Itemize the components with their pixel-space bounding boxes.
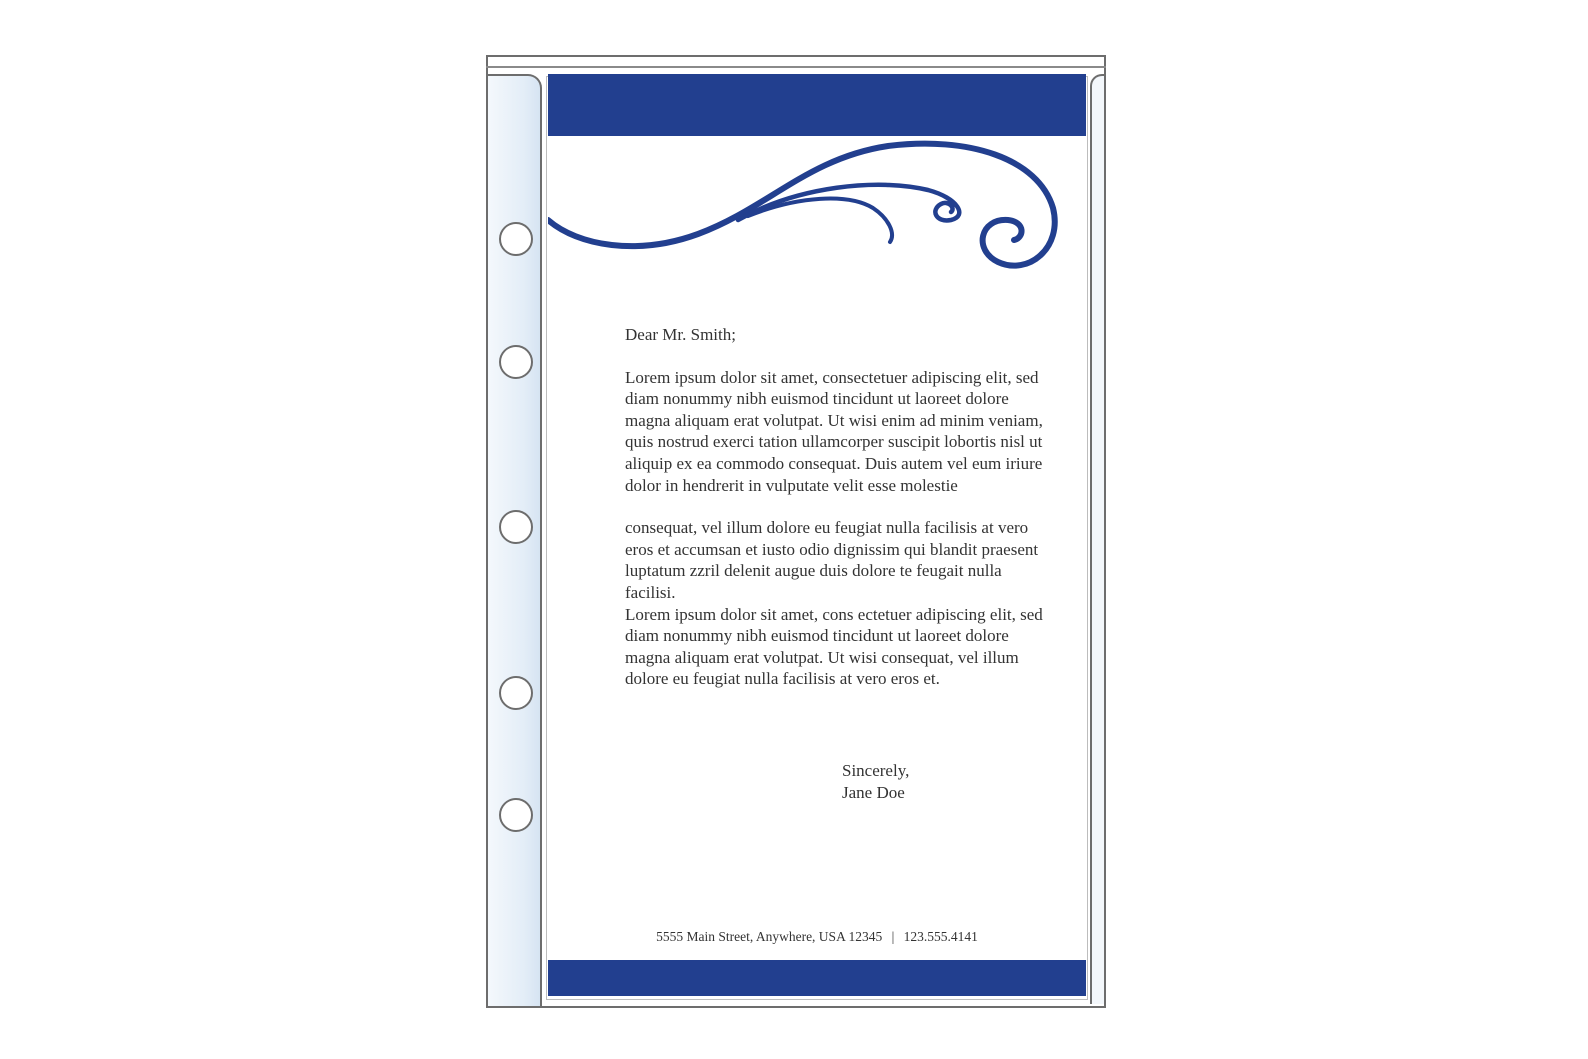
signature-name: Jane Doe: [842, 782, 905, 802]
paragraph-1: Lorem ipsum dolor sit amet, consectetuer adipiscing elit, sed diam nonummy nibh euismod tincidunt ut laoreet dolore magna aliquam erat volutpat. Ut wisi enim ad minim veniam, quis nostrud exerci tation ullamcorper suscipit lobortis nisl ut aliquip ex ea commodo consequat. Duis autem vel eum iriure dolor in hendrerit in vulputate velit esse molestie: [625, 367, 1043, 495]
footer-band: [548, 960, 1086, 996]
sleeve-top-edge: [486, 66, 1106, 68]
footer-separator: |: [891, 929, 895, 944]
binder-hole-3: [499, 510, 533, 544]
swirl-ornament: [548, 138, 1088, 288]
footer-phone: 123.555.4141: [903, 929, 978, 944]
paragraph-3: Lorem ipsum dolor sit amet, cons ectetuer adipiscing elit, sed diam nonummy nibh euismod tincidunt ut laoreet dolore magna aliquam erat volutpat. Ut wisi consequat, vel illum dolore eu feugiat nulla facilisis at vero eros et.: [625, 604, 1043, 689]
binder-hole-4: [499, 676, 533, 710]
sleeve-right-lip: [1090, 74, 1104, 1004]
binder-hole-1: [499, 222, 533, 256]
binder-hole-2: [499, 345, 533, 379]
letter-body: [625, 324, 1045, 690]
closing-block: [842, 760, 909, 803]
header-band: [548, 74, 1086, 136]
footer-address: 5555 Main Street, Anywhere, USA 12345: [656, 929, 883, 944]
paragraph-2: consequat, vel illum dolore eu feugiat nulla facilisis at vero eros et accumsan et iusto odio dignissim qui blandit praesent luptatum zzril delenit augue duis dolore te feugait nulla facilisi.: [625, 518, 1039, 602]
salutation: Dear Mr. Smith;: [625, 325, 736, 344]
footer-contact: [548, 929, 1086, 945]
closing-text: Sincerely,: [842, 761, 910, 780]
binder-hole-5: [499, 798, 533, 832]
